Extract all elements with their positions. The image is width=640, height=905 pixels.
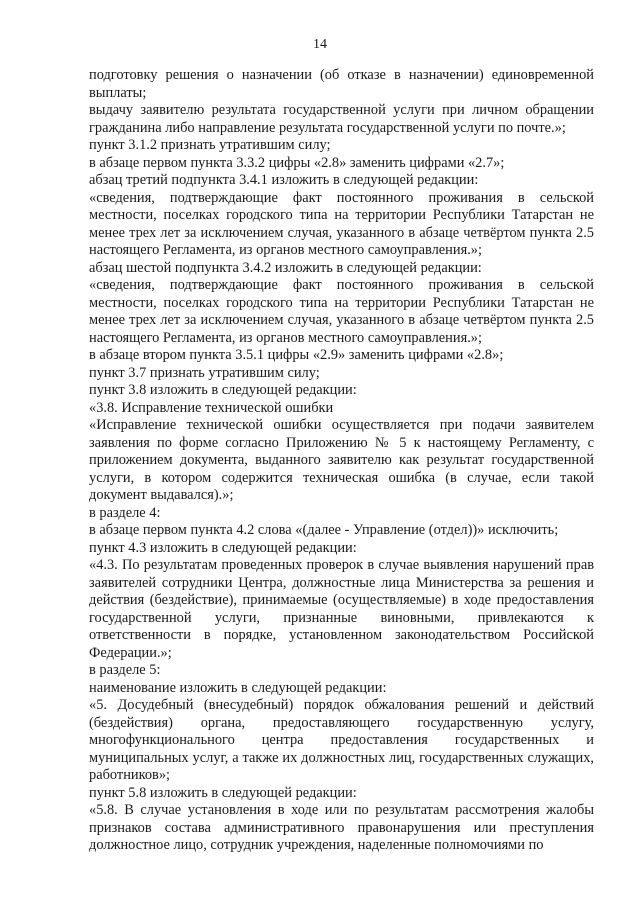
document-body [89,67,594,855]
paragraph: пункт 5.8 изложить в следующей редакции: [89,784,357,801]
paragraph: в абзаце первом пункта 4.2 слова «(далее - Управление (отдел))» исключить; [89,522,559,538]
paragraph: «5. Досудебный (внесудебный) порядок обжалования решений и действий (бездействия) органа, предоставляющего государственную услугу, многофункционального центра предоставления государственных и муниципальных услуг, а также их должностных лиц, государственных служащих, работников»; [89,697,594,783]
paragraph: пункт 3.1.2 признать утратившим силу; [89,137,331,153]
paragraph: в разделе 4: [89,504,161,521]
paragraph: пункт 3.7 признать утратившим силу; [89,364,320,381]
paragraph: «сведения, подтверждающие факт постоянного проживания в сельской местности, поселках городского типа на территории Республики Татарстан не менее трех лет за исключением случая, указанного в абзаце четвёртом пункта 2.5 настоящего Регламента, из органов местного самоуправления.»; [89,277,594,346]
paragraph: пункт 3.8 изложить в следующей редакции: [89,382,357,398]
paragraph: наименование изложить в следующей редакции: [89,679,387,696]
paragraph: абзац шестой подпункта 3.4.2 изложить в следующей редакции: [89,259,482,276]
paragraph: «4.3. По результатам проведенных проверок в случае выявления нарушений прав заявителей сотрудники Центра, должностные лица Министерства за решения и действия (бездействие), принимаемые (осуществляемые) в ходе предоставления государственной услуги, признанные виновными, привлекаются к ответственности в порядке, установленном законодательством Российской Федерации.»; [89,557,594,661]
paragraph: «5.8. В случае установления в ходе или по результатам рассмотрения жалобы признаков состава административного правонарушения или преступления должностное лицо, сотрудник учреждения, наделенные полномочиями по [89,802,594,853]
paragraph: пункт 4.3 изложить в следующей редакции: [89,539,357,556]
page-number: 14 [313,37,327,52]
paragraph: «сведения, подтверждающие факт постоянного проживания в сельской местности, поселках городского типа на территории Республики Татарстан не менее трех лет за исключением случая, указанного в абзаце четвёртом пункта 2.5 настоящего Регламента, из органов местного самоуправления.»; [89,189,594,258]
paragraph: подготовку решения о назначении (об отказе в назначении) единовременной выплаты; [89,67,594,101]
paragraph: в абзаце втором пункта 3.5.1 цифры «2.9» заменить цифрами «2.8»; [89,347,504,363]
paragraph: в разделе 5: [89,662,161,678]
paragraph: в абзаце первом пункта 3.3.2 цифры «2.8» заменить цифрами «2.7»; [89,154,505,171]
paragraph: абзац третий подпункта 3.4.1 изложить в следующей редакции: [89,172,479,188]
paragraph: выдачу заявителю результата государственной услуги при личном обращении гражданина либо направление результата государственной услуги по почте.»; [89,102,594,136]
paragraph: «Исправление технической ошибки осуществляется при подачи заявителем заявления по форме согласно Приложению № 5 к настоящему Регламенту, с приложением документа, выданного заявителю как результат государственной услуги, в котором содержится техническая ошибка (в случае, если такой документ выдавался).»; [89,417,594,503]
paragraph: «3.8. Исправление технической ошибки [89,399,334,416]
